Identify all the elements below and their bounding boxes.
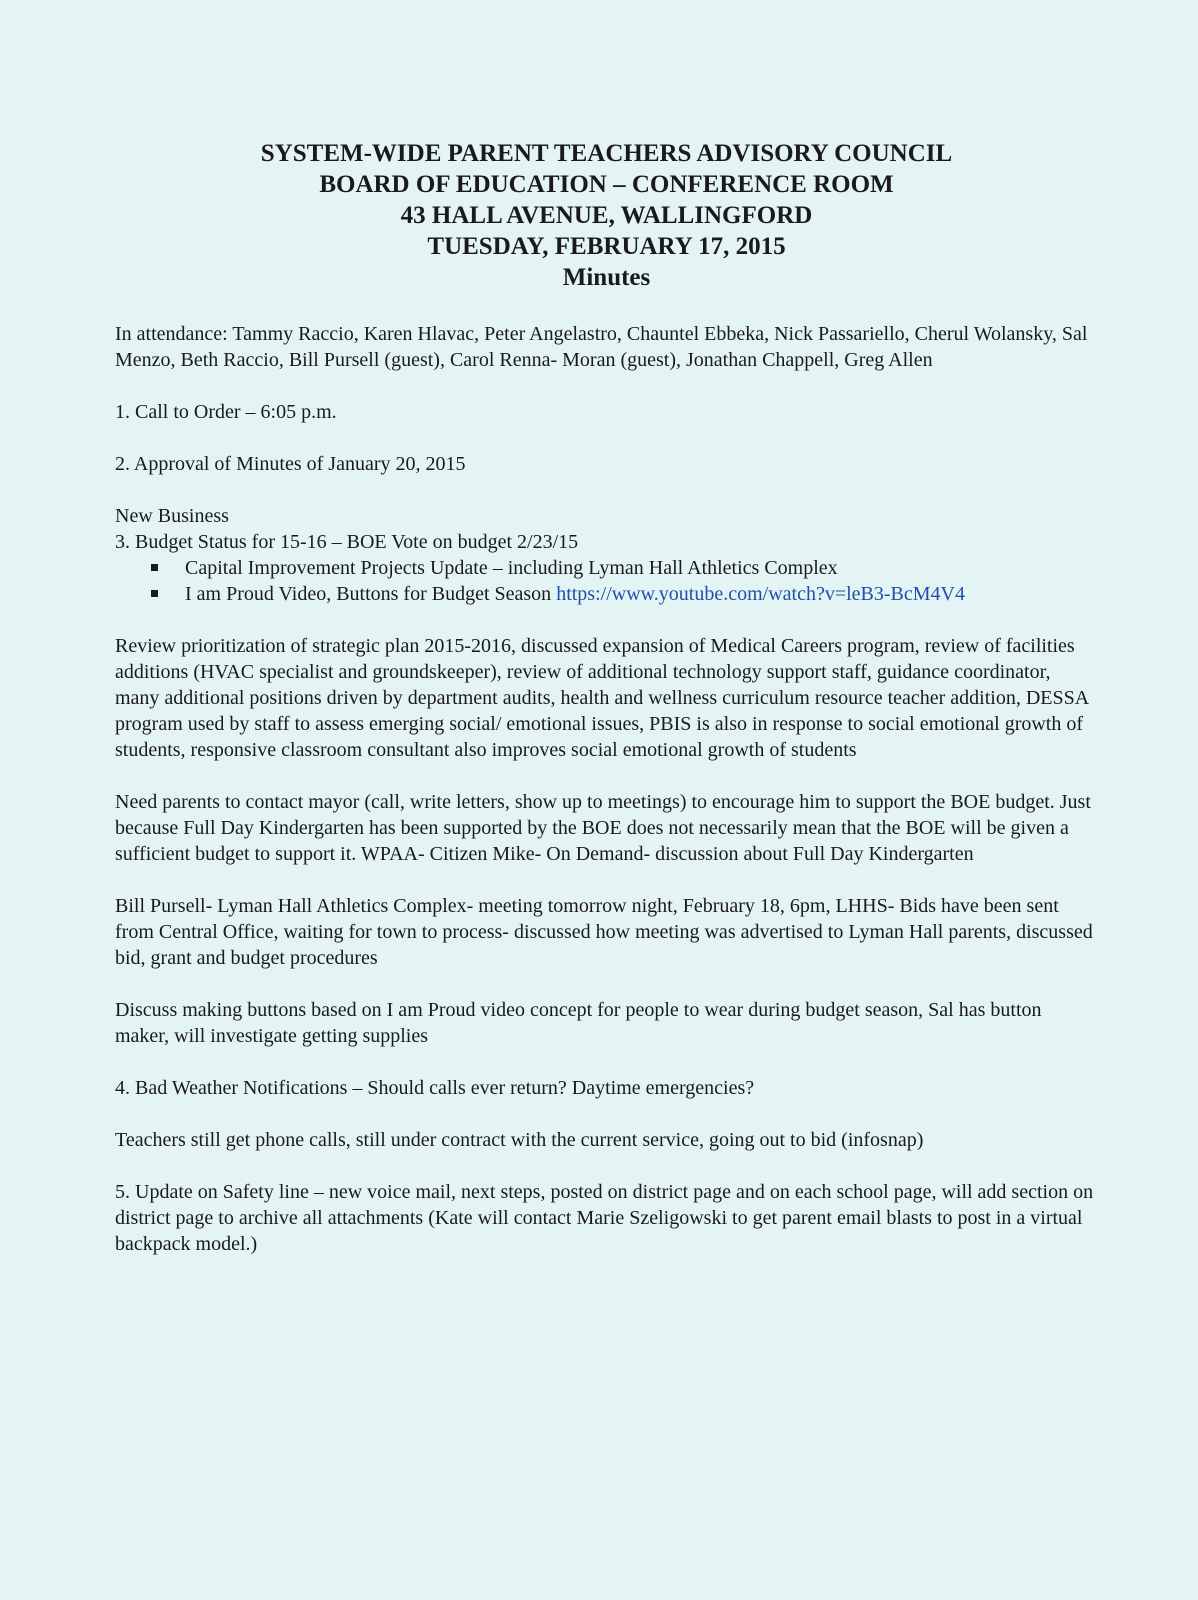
bullet-item-proud-video — [115, 581, 1098, 607]
header-address: 43 HALL AVENUE, WALLINGFORD — [400, 202, 813, 229]
header-date: TUESDAY, FEBRUARY 17, 2015 — [427, 233, 786, 260]
square-bullet-icon — [151, 590, 158, 597]
bullet-text: Capital Improvement Projects Update – including Lyman Hall Athletics Complex — [185, 557, 838, 579]
paragraph-athletics-complex: Bill Pursell- Lyman Hall Athletics Complex- meeting tomorrow night, February 18, 6pm, LHHS- Bids have been sent from Central Office, waiting for town to process- discussed how meeting was advertised to Lyman Hall parents, discussed bid, grant and budget procedures — [115, 895, 1093, 969]
attendance-paragraph: In attendance: Tammy Raccio, Karen Hlavac, Peter Angelastro, Chauntel Ebbeka, Nick Passariello, Cherul Wolansky, Sal Menzo, Beth Raccio, Bill Pursell (guest), Carol Renna- Moran (guest), Jonathan Chappell, Greg Allen — [115, 323, 1088, 371]
header-minutes-title: Minutes — [562, 264, 651, 291]
agenda-item-approval-minutes: 2. Approval of Minutes of January 20, 2015 — [115, 453, 466, 475]
agenda-item-bad-weather: 4. Bad Weather Notifications – Should calls ever return? Daytime emergencies? — [115, 1077, 755, 1099]
paragraph-parents-contact-mayor: Need parents to contact mayor (call, write letters, show up to meetings) to encourage him to support the BOE budget. Just because Full Day Kindergarten has been supported by the BOE does not necessarily mean that the BOE will be given a sufficient budget to support it. WPAA- Citizen Mike- On Demand- discussion about Full Day Kindergarten — [115, 791, 1091, 865]
header-location: BOARD OF EDUCATION – CONFERENCE ROOM — [319, 171, 894, 198]
bullet-item-capital-projects — [115, 555, 1098, 581]
document-header — [115, 138, 1098, 293]
paragraph-strategic-plan-review: Review prioritization of strategic plan 2015-2016, discussed expansion of Medical Careers program, review of facilities additions (HVAC specialist and groundskeeper), review of additional technology support staff, guidance coordinator, many additional positions driven by department audits, health and wellness curriculum resource teacher addition, DESSA program used by staff to assess emerging social/ emotional issues, PBIS is also in response to social emotional growth of students, responsive classroom consultant also improves social emotional growth of students — [115, 635, 1089, 761]
agenda-item-budget-status: 3. Budget Status for 15-16 – BOE Vote on budget 2/23/15 — [115, 531, 579, 553]
header-council-name: SYSTEM-WIDE PARENT TEACHERS ADVISORY COUNCIL — [260, 140, 953, 167]
youtube-video-link[interactable]: https://www.youtube.com/watch?v=leB3-BcM4V4 — [556, 583, 965, 605]
square-bullet-icon — [151, 564, 158, 571]
budget-bullet-list — [115, 555, 1098, 607]
paragraph-teachers-phone-calls: Teachers still get phone calls, still under contract with the current service, going out to bid (infosnap) — [115, 1129, 924, 1151]
paragraph-buttons: Discuss making buttons based on I am Proud video concept for people to wear during budget season, Sal has button maker, will investigate getting supplies — [115, 999, 1042, 1047]
agenda-item-call-to-order: 1. Call to Order – 6:05 p.m. — [115, 401, 337, 423]
bullet-text: I am Proud Video, Buttons for Budget Season — [185, 583, 557, 605]
agenda-item-safety-line: 5. Update on Safety line – new voice mail, next steps, posted on district page and on each school page, will add section on district page to archive all attachments (Kate will contact Marie Szeligowski to get parent email blasts to post in a virtual backpack model.) — [115, 1181, 1094, 1255]
new-business-heading: New Business — [115, 505, 229, 527]
